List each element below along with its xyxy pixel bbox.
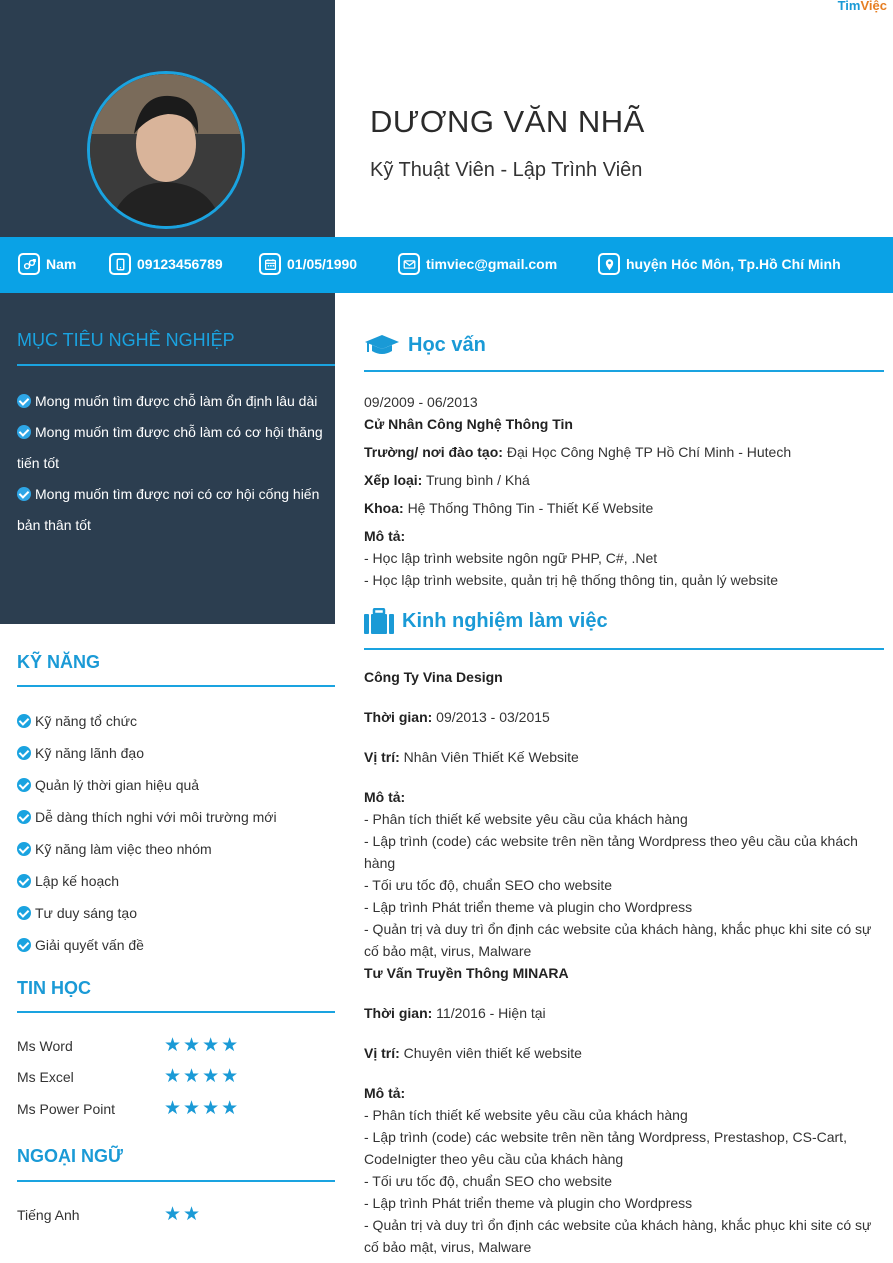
skills-heading: KỸ NĂNG [17, 652, 101, 672]
objective-item-text: Mong muốn tìm được nơi có cơ hội cống hiến bản thân tốt [17, 486, 320, 533]
check-circle-icon [17, 842, 31, 856]
objective-divider [17, 364, 335, 366]
job-desc-line: - Quản trị và duy trì ổn định các website của khách hàng, khắc phục khi site có sự cố bảo mật, virus, Malware [364, 921, 872, 959]
check-circle-icon [17, 394, 31, 408]
star-icon: ★ [221, 1035, 241, 1056]
star-icon: ★ [183, 1204, 203, 1225]
candidate-name: DƯƠNG VĂN NHÃ [370, 104, 645, 139]
job-desc-label: Mô tả: [364, 789, 406, 805]
skill-item [17, 833, 277, 865]
star-icon: ★ [202, 1098, 222, 1119]
star-icon: ★ [183, 1066, 203, 1087]
education-heading-text: Học vấn [408, 333, 486, 356]
skill-item-text: Kỹ năng làm việc theo nhóm [35, 841, 212, 857]
check-circle-icon [17, 425, 31, 439]
skill-item [17, 769, 277, 801]
job-position-label: Vị trí: [364, 749, 400, 765]
skill-item [17, 929, 277, 961]
job-time [364, 706, 884, 728]
star-icon: ★ [164, 1098, 184, 1119]
star-icon: ★ [183, 1035, 203, 1056]
faculty-label: Khoa: [364, 500, 404, 516]
education-desc-line: - Học lập trình website, quản trị hệ thống thông tin, quản lý website [364, 572, 779, 588]
job-desc-line: - Lập trình (code) các website trên nền tảng Wordpress theo yêu cầu của khách hàng [364, 833, 858, 871]
brand-logo-right: Việc [860, 0, 887, 13]
rating-stars [164, 1034, 240, 1057]
star-icon: ★ [202, 1066, 222, 1087]
graduation-cap-icon [364, 333, 400, 357]
brand-logo-left: Tim [837, 0, 861, 13]
check-circle-icon [17, 746, 31, 760]
check-circle-icon [17, 487, 31, 501]
calendar-icon [259, 253, 281, 275]
work-heading [364, 608, 608, 634]
skill-item-text: Giải quyết vấn đề [35, 937, 144, 953]
job-position [364, 1042, 884, 1064]
objective-item [17, 479, 333, 541]
contact-gender-text: Nam [46, 256, 77, 272]
job-time [364, 1002, 884, 1024]
star-icon: ★ [202, 1035, 222, 1056]
avatar [87, 71, 245, 229]
work-divider [364, 648, 884, 650]
rating-stars [164, 1065, 240, 1088]
job-position-label: Vị trí: [364, 1045, 400, 1061]
job-time-value: 09/2013 - 03/2015 [436, 709, 550, 725]
job-desc-line: - Quản trị và duy trì ổn định các website của khách hàng, khắc phục khi site có sự cố bảo mật, virus, Malware [364, 1217, 872, 1255]
job-desc-line: - Lập trình (code) các website trên nền tảng Wordpress, Prestashop, CS-Cart, CodeInigter theo yêu cầu của khách hàng [364, 1129, 847, 1167]
job-position [364, 746, 884, 768]
skill-item [17, 705, 277, 737]
check-circle-icon [17, 874, 31, 888]
star-icon: ★ [183, 1098, 203, 1119]
education-divider [364, 370, 884, 372]
it-skill-name: Ms Word [17, 1038, 73, 1054]
education-desc-line: - Học lập trình website ngôn ngữ PHP, C#, .Net [364, 550, 658, 566]
check-circle-icon [17, 810, 31, 824]
job-time-label: Thời gian: [364, 709, 433, 725]
skill-item [17, 897, 277, 929]
education-school [364, 441, 884, 463]
job-desc-line: - Phân tích thiết kế website yêu cầu của khách hàng [364, 811, 688, 827]
grade-value: Trung bình / Khá [426, 472, 530, 488]
job-position-value: Chuyên viên thiết kế website [403, 1045, 582, 1061]
education-degree: Cử Nhân Công Nghệ Thông Tin [364, 416, 573, 432]
gender-icon [18, 253, 40, 275]
objective-list [17, 386, 333, 541]
objective-item [17, 386, 333, 417]
contact-address-text: huyện Hóc Môn, Tp.Hồ Chí Minh [626, 256, 841, 272]
brand-logo[interactable] [838, 0, 887, 13]
job-block [364, 666, 884, 1258]
contact-gender [18, 249, 76, 279]
contact-bar [0, 237, 893, 293]
job-position-value: Nhân Viên Thiết Kế Website [403, 749, 579, 765]
job-desc-line: - Tối ưu tốc độ, chuẩn SEO cho website [364, 877, 613, 893]
skill-item-text: Lập kế hoạch [35, 873, 120, 889]
languages-divider [17, 1180, 335, 1182]
language-name: Tiếng Anh [17, 1207, 80, 1223]
star-icon: ★ [164, 1035, 184, 1056]
contact-dob [259, 249, 357, 279]
envelope-icon [398, 253, 420, 275]
contact-email[interactable] [398, 249, 557, 279]
phone-icon [109, 253, 131, 275]
grade-label: Xếp loại: [364, 472, 423, 488]
suitcase-icon [364, 608, 394, 634]
candidate-title: Kỹ Thuật Viên - Lập Trình Viên [370, 159, 643, 181]
check-circle-icon [17, 906, 31, 920]
skill-item [17, 801, 277, 833]
contact-dob-text: 01/05/1990 [287, 256, 358, 272]
it-divider [17, 1011, 335, 1013]
school-label: Trường/ nơi đào tạo: [364, 444, 503, 460]
job-desc-line: - Phân tích thiết kế website yêu cầu của khách hàng [364, 1107, 688, 1123]
education-heading [364, 333, 486, 357]
faculty-value: Hệ Thống Thông Tin - Thiết Kế Website [407, 500, 654, 516]
skill-item [17, 737, 277, 769]
star-icon: ★ [164, 1066, 184, 1087]
job-company: Công Ty Vina Design [364, 669, 503, 685]
work-heading-text: Kinh nghiệm làm việc [402, 609, 608, 632]
avatar-photo [90, 74, 242, 226]
rating-stars [164, 1203, 202, 1226]
skill-item-text: Dễ dàng thích nghi với môi trường mới [35, 809, 277, 825]
it-skill-name: Ms Power Point [17, 1101, 116, 1117]
job-time-value: 11/2016 - Hiện tại [436, 1005, 546, 1021]
it-heading: TIN HỌC [17, 978, 91, 998]
job-time-label: Thời gian: [364, 1005, 433, 1021]
check-circle-icon [17, 938, 31, 952]
education-faculty [364, 497, 884, 519]
education-desc-label: Mô tả: [364, 528, 406, 544]
contact-phone [109, 249, 223, 279]
school-value: Đại Học Công Nghệ TP Hồ Chí Minh - Hutech [506, 444, 792, 460]
languages-heading: NGOẠI NGỮ [17, 1146, 123, 1166]
job-desc-line: - Lập trình Phát triển theme và plugin cho Wordpress [364, 1195, 693, 1211]
objective-item-text: Mong muốn tìm được chỗ làm có cơ hội thăng tiến tốt [17, 424, 323, 471]
contact-address [598, 249, 841, 279]
skill-item-text: Tư duy sáng tạo [35, 905, 137, 921]
job-desc-line: - Lập trình Phát triển theme và plugin cho Wordpress [364, 899, 693, 915]
objective-item-text: Mong muốn tìm được chỗ làm ổn định lâu dài [35, 393, 318, 409]
skill-item-text: Kỹ năng tổ chức [35, 713, 137, 729]
skill-item-text: Quản lý thời gian hiệu quả [35, 777, 200, 793]
skill-item [17, 865, 277, 897]
check-circle-icon [17, 714, 31, 728]
objective-item [17, 417, 333, 479]
education-period: 09/2009 - 06/2013 [364, 394, 478, 410]
job-desc-label: Mô tả: [364, 1085, 406, 1101]
rating-stars [164, 1097, 240, 1120]
contact-phone-text: 09123456789 [137, 256, 223, 272]
star-icon: ★ [221, 1098, 241, 1119]
education-grade [364, 469, 884, 491]
job-company: Tư Vấn Truyền Thông MINARA [364, 965, 569, 981]
it-skill-name: Ms Excel [17, 1069, 74, 1085]
map-marker-icon [598, 253, 620, 275]
star-icon: ★ [164, 1204, 184, 1225]
skills-list [17, 705, 277, 961]
check-circle-icon [17, 778, 31, 792]
contact-email-text: timviec@gmail.com [426, 256, 558, 272]
job-desc-line: - Tối ưu tốc độ, chuẩn SEO cho website [364, 1173, 613, 1189]
education-block [364, 391, 884, 591]
objective-heading: MỤC TIÊU NGHỀ NGHIỆP [17, 330, 235, 350]
skills-divider [17, 685, 335, 687]
skill-item-text: Kỹ năng lãnh đạo [35, 745, 144, 761]
star-icon: ★ [221, 1066, 241, 1087]
